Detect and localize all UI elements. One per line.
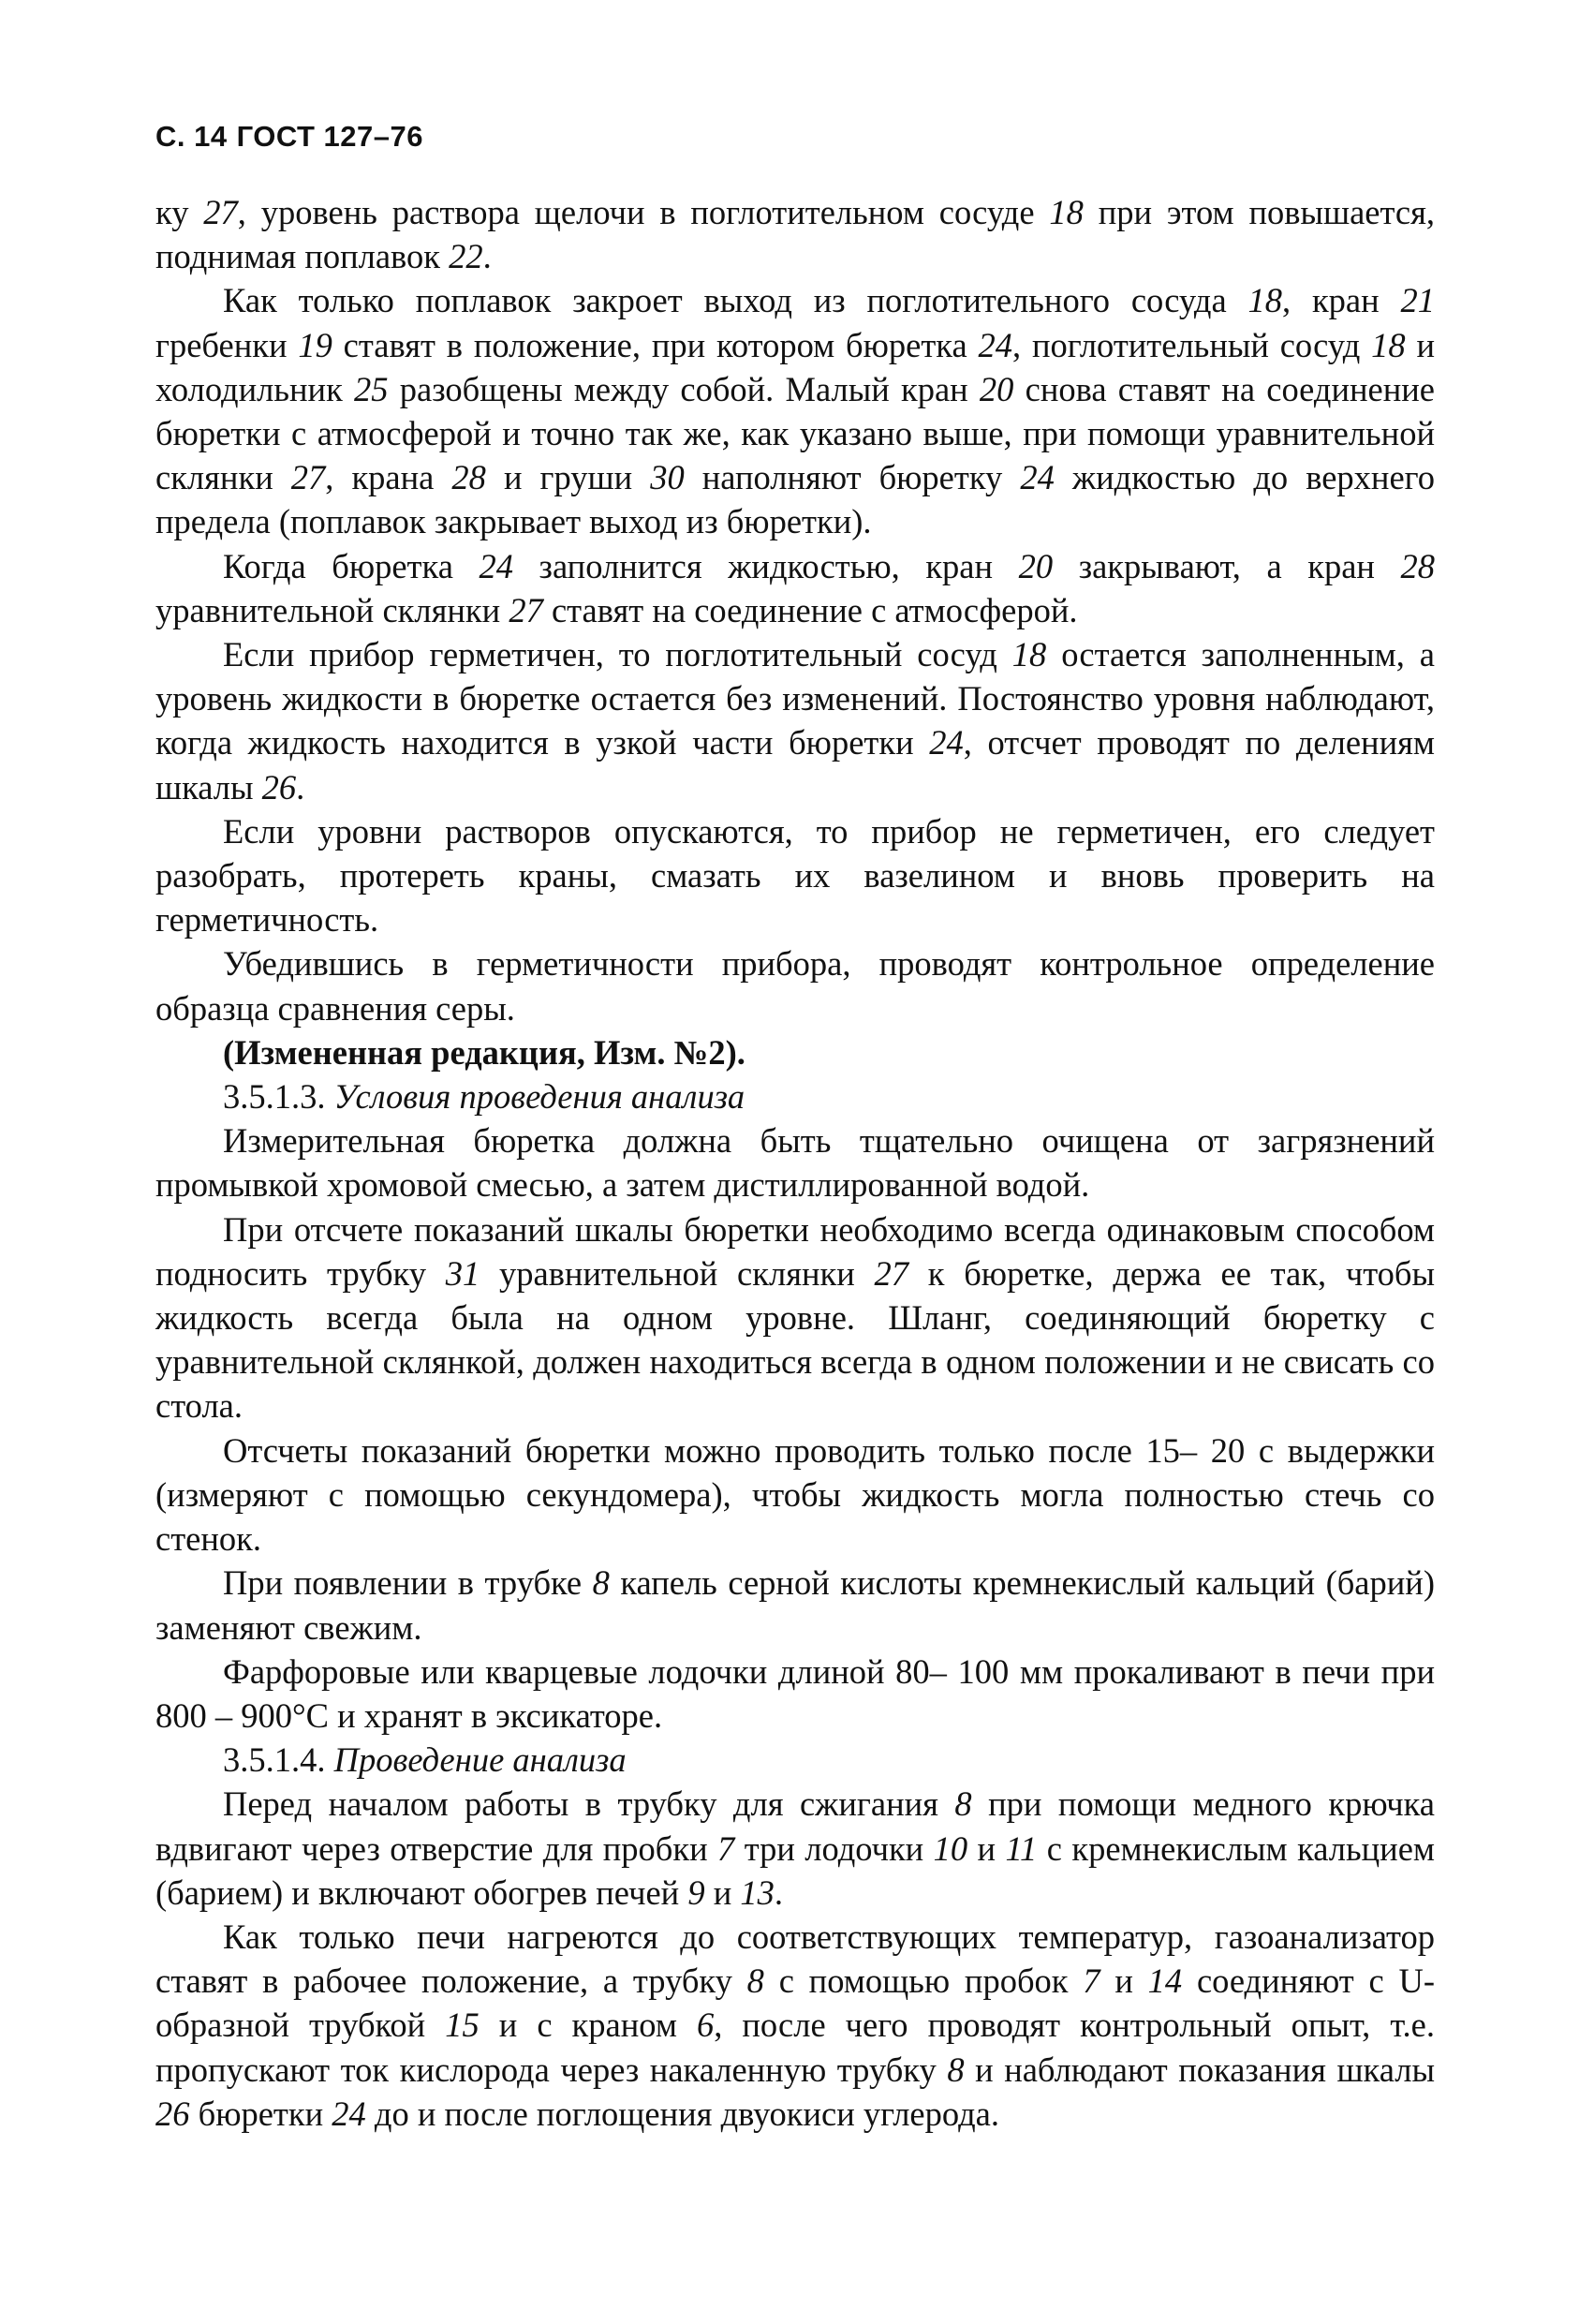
page-header <box>155 120 423 154</box>
document-body <box>155 190 1435 2136</box>
section-heading: 3.5.1.4. Проведение анализа <box>223 1740 627 1780</box>
paragraph: Как только поплавок закроет выход из поглотительного сосуда 18, кран 21 гребенки 19 ставят в положение, при котором бюретка 24, поглотительный сосуд 18 и холодильник 25 разобщены между собой. Малый кран 20 снова ставят на соединение бюретки с атмосферой и точно так же, как указано выше, при помощи уравнительной склянки 27, крана 28 и груши 30 наполняют бюретку 24 жидкостью до верхнего предела (поплавок закрывает выход из бюретки). <box>155 281 1436 541</box>
page-number: С. 14 <box>155 120 228 153</box>
paragraph: Если уровни растворов опускаются, то прибор не герметичен, его следует разобрать, протереть краны, смазать их вазелином и вновь проверить на герметичность. <box>155 811 1435 940</box>
paragraph: ку 27, уровень раствора щелочи в поглотительном сосуде 18 при этом повышается, поднимая поплавок 22. <box>155 193 1435 276</box>
paragraph: Перед началом работы в трубку для сжигания 8 при помощи медного крючка вдвигают через отверстие для пробки 7 три лодочки 10 и 11 с кремнекислым кальцием (барием) и включают обогрев печей 9 и 13. <box>155 1784 1436 1912</box>
paragraph: При появлении в трубке 8 капель серной кислоты кремнекислый кальций (барий) заменяют свежим. <box>155 1563 1435 1647</box>
paragraph: Отсчеты показаний бюретки можно проводить только после 15– 20 с выдержки (измеряют с помощью секундомера), чтобы жидкость могла полностью стечь со стенок. <box>155 1430 1435 1559</box>
standard-code: ГОСТ 127–76 <box>236 120 423 153</box>
paragraph: При отсчете показаний шкалы бюретки необходимо всегда одинаковым способом подносить трубку 31 уравнительной склянки 27 к бюретке, держа ее так, чтобы жидкость всегда была на одном уровне. Шланг, соединяющий бюретку с уравнительной склянкой, должен находиться всегда в одном положении и не свисать со стола. <box>155 1209 1436 1426</box>
paragraph: Если прибор герметичен, то поглотительный сосуд 18 остается заполненным, а уровень жидкости в бюретке остается без изменений. Постоянство уровня наблюдают, когда жидкость находится в узкой части бюретки 24, отсчет проводят по делениям шкалы 26. <box>155 635 1436 807</box>
paragraph: Как только печи нагреются до соответствующих температур, газоанализатор ставят в рабочее положение, а трубку 8 с помощью пробок 7 и 14 соединяют с U-образной трубкой 15 и с краном 6, после чего проводят контрольный опыт, т.е. пропускают ток кислорода через накаленную трубку 8 и наблюдают показания шкалы 26 бюретки 24 до и после поглощения двуокиси углерода. <box>155 1917 1435 2133</box>
paragraph: Измерительная бюретка должна быть тщательно очищена от загрязнений промывкой хромовой смесью, а затем дистиллированной водой. <box>155 1121 1435 1205</box>
paragraph: Убедившись в герметичности прибора, проводят контрольное определение образца сравнения серы. <box>155 944 1435 1028</box>
section-heading: 3.5.1.3. Условия проведения анализа <box>223 1077 745 1117</box>
paragraph: Фарфоровые или кварцевые лодочки длиной 80– 100 мм прокаливают в печи при 800 – 900°С и хранят в эксикаторе. <box>155 1651 1435 1735</box>
amendment-note: (Измененная редакция, Изм. №2). <box>223 1032 745 1072</box>
paragraph: Когда бюретка 24 заполнится жидкостью, кран 20 закрывают, а кран 28 уравнительной склянки 27 ставят на соединение с атмосферой. <box>155 546 1436 629</box>
